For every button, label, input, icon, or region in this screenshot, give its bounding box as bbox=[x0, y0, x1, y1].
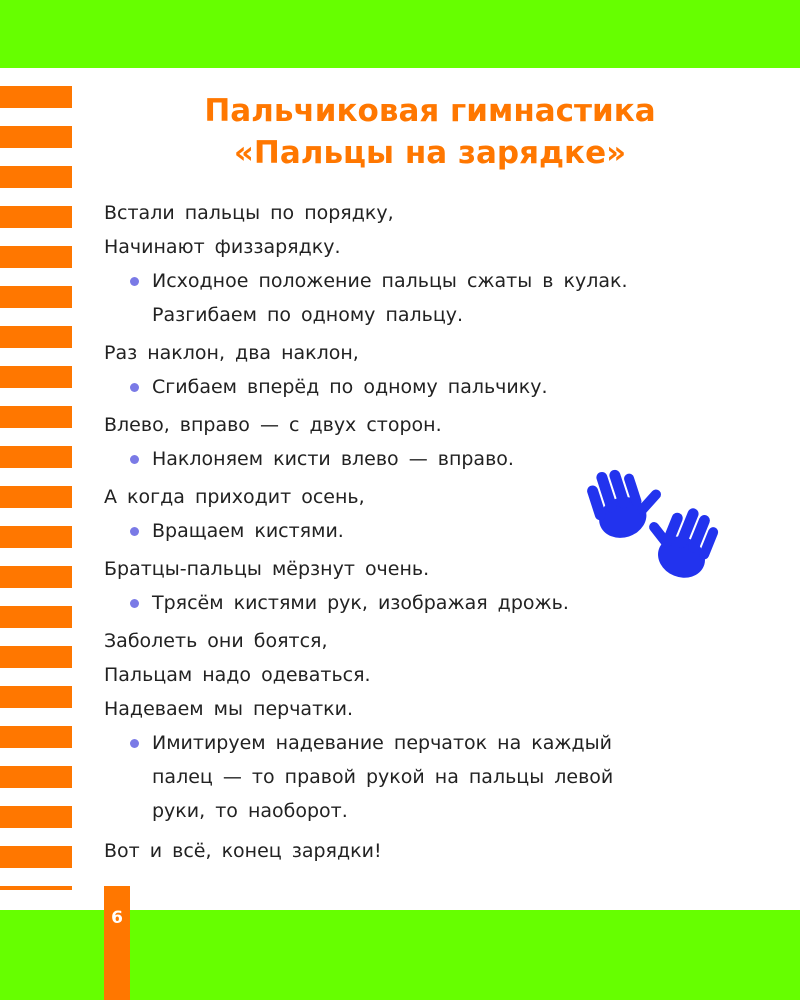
title-line-1: Пальчиковая гимнастика bbox=[204, 93, 656, 129]
verse-line: Вот и всё, конец зарядки! bbox=[104, 840, 382, 862]
page-title bbox=[120, 90, 740, 174]
verse-line: А когда приходит осень, bbox=[104, 486, 365, 508]
page-number: 6 bbox=[111, 908, 123, 928]
instruction-line: Трясём кистями рук, изображая дрожь. bbox=[104, 586, 724, 620]
verse-line: Заболеть они боятся, bbox=[104, 630, 328, 652]
verse-line: Встали пальцы по порядку, bbox=[104, 202, 394, 224]
instruction-line: Разгибаем по одному пальцу. bbox=[152, 304, 464, 326]
verse-line: Пальцам надо одеваться. bbox=[104, 664, 371, 686]
top-green-band bbox=[0, 0, 800, 68]
instruction-line: Вращаем кистями. bbox=[104, 514, 724, 548]
verse-line: Влево, вправо — с двух сторон. bbox=[104, 414, 442, 436]
verse-line: Начинают физзарядку. bbox=[104, 236, 341, 258]
verse-line: Братцы-пальцы мёрзнут очень. bbox=[104, 558, 430, 580]
title-line-2: «Пальцы на зарядке» bbox=[233, 135, 627, 171]
verse-line: Надеваем мы перчатки. bbox=[104, 698, 354, 720]
handprints-icon bbox=[576, 466, 736, 590]
instruction-line: Исходное положение пальцы сжаты в кулак. bbox=[104, 264, 724, 298]
instruction-line: Сгибаем вперёд по одному пальчику. bbox=[104, 370, 724, 404]
verse-line: Раз наклон, два наклон, bbox=[104, 342, 359, 364]
instruction-line: Наклоняем кисти влево — вправо. bbox=[104, 442, 724, 476]
instruction-line: Имитируем надевание перчаток на каждый bbox=[104, 726, 724, 760]
page-number-tab bbox=[104, 886, 130, 1000]
side-orange-stripes bbox=[0, 86, 72, 890]
instruction-line: палец — то правой рукой на пальцы левой bbox=[152, 766, 614, 788]
instruction-line: руки, то наоборот. bbox=[152, 800, 348, 822]
